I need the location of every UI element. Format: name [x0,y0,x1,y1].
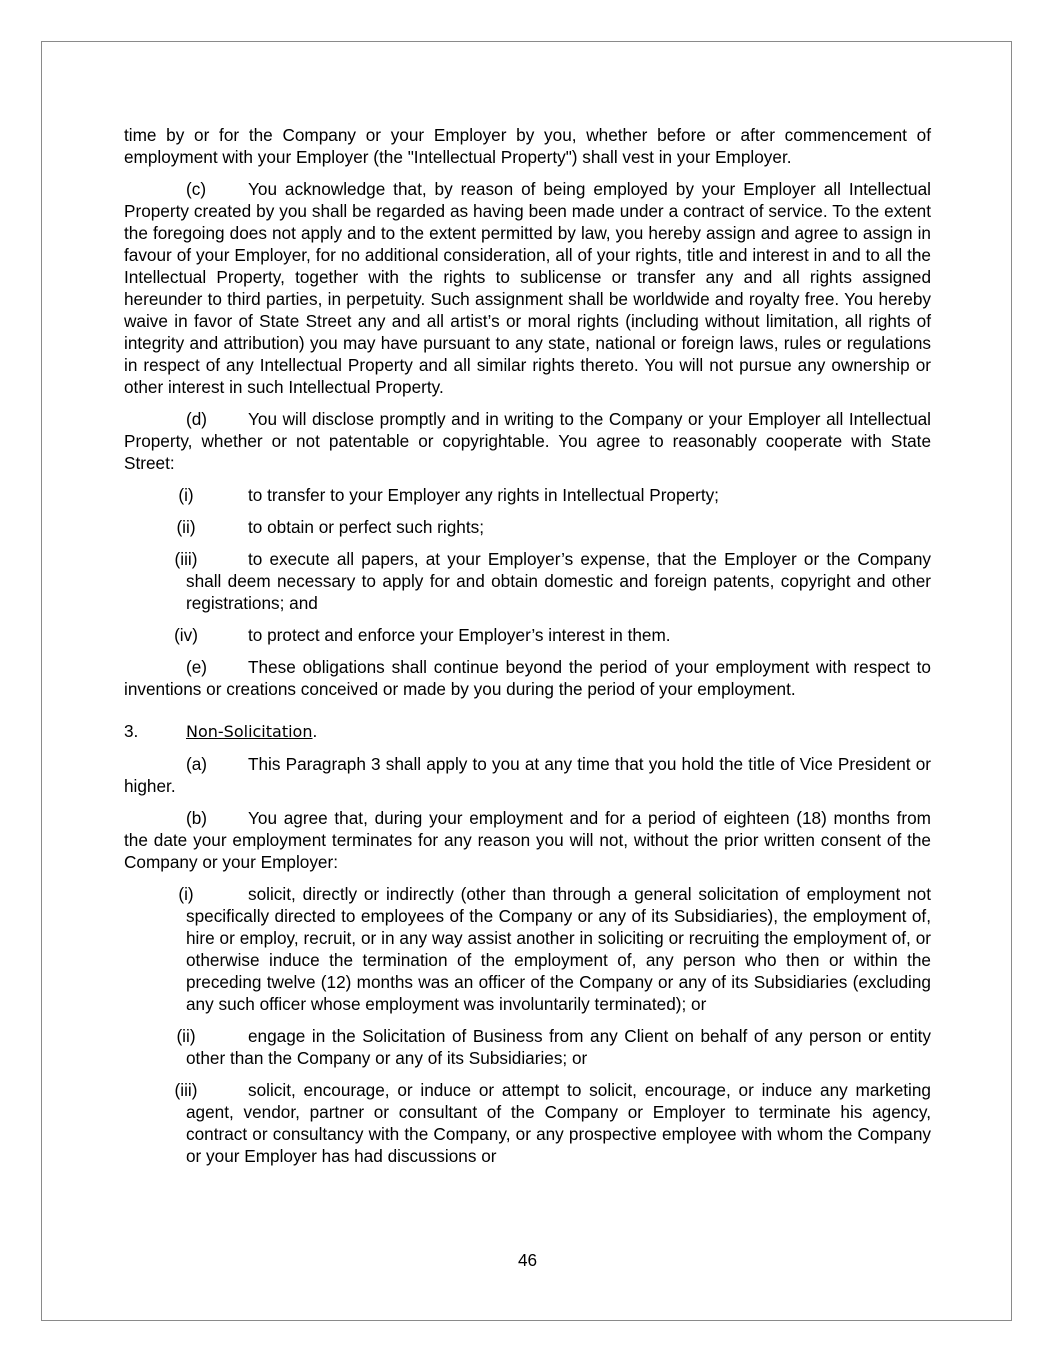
d-item-ii: (ii) to obtain or perfect such rights; [176,517,484,537]
paragraph-d: (d) You will disclose promptly and in writing to the Company or your Employer all Intellectual Property, whether or not patentable or copyrightable. You agree to reasonably cooperate with State Street: [124,409,931,473]
page-number: 46 [517,1250,538,1270]
paragraph-e: (e) These obligations shall continue beyond the period of your employment with respect to inventions or creations conceived or made by you during the period of your employment. [124,657,931,699]
d-item-iv: (iv) to protect and enforce your Employer’s interest in them. [174,625,671,645]
section-3-a: (a) This Paragraph 3 shall apply to you at any time that you hold the title of Vice President or higher. [124,754,931,796]
section-3-b: (b) You agree that, during your employment and for a period of eighteen (18) months from the date your employment terminates for any reason you will not, without the prior written consent of the Company or your Employer: [124,808,931,872]
paragraph-c: (c) You acknowledge that, by reason of being employed by your Employer all Intellectual Property created by you shall be regarded as having been made under a contract of service. To the extent the foregoing does not apply and to the extent permitted by law, you hereby assign and agree to assign in favour of your Employer, for no additional consideration, all of your rights, title and interest in and to all the Intellectual Property, together with the rights to sublicense or transfer any and all rights assigned hereunder to third parties, in perpetuity. Such assignment shall be worldwide and royalty free. You hereby waive in favor of State Street any and all artist’s or moral rights (including without limitation, all rights of integrity and attribution) you may have pursuant to any state, national or foreign laws, rules or regulations in respect of any Intellectual Property and all similar rights thereto. You will not pursue any ownership or other interest in such Intellectual Property. [124,179,931,397]
section-3-heading: 3. Non-Solicitation. [124,721,318,741]
d-item-iii: (iii) to execute all papers, at your Employer’s expense, that the Employer or the Company shall deem necessary to apply for and obtain domestic and foreign patents, copyright and other registrations; and [174,549,931,613]
b-item-ii: (ii) engage in the Solicitation of Business from any Client on behalf of any person or entity other than the Company or any of its Subsidiaries; or [176,1026,931,1068]
section-3-title: Non-Solicitation [186,722,313,741]
document-body [124,124,931,1177]
b-item-iii: (iii) solicit, encourage, or induce or attempt to solicit, encourage, or induce any marketing agent, vendor, partner or consultant of the Company or Employer to terminate his agency, contract or consultancy with the Company, or any prospective employee with whom the Company or your Employer has had discussions or [174,1080,931,1166]
d-item-i: (i) to transfer to your Employer any rights in Intellectual Property; [178,485,719,505]
b-item-i: (i) solicit, directly or indirectly (other than through a general solicitation of employment not specifically directed to employees of the Company or any of its Subsidiaries), the employment of, hire or employ, recruit, or in any way assist another in soliciting or recruiting the employment of, or otherwise induce the termination of the employment of, any person who then or within the preceding twelve (12) months was an officer of the Company or any of its Subsidiaries (excluding any such officer whose employment was involuntarily terminated); or [178,884,931,1014]
intro-paragraph: time by or for the Company or your Employer by you, whether before or after commencement of employment with your Employer (the "Intellectual Property") shall vest in your Employer. [124,125,931,167]
